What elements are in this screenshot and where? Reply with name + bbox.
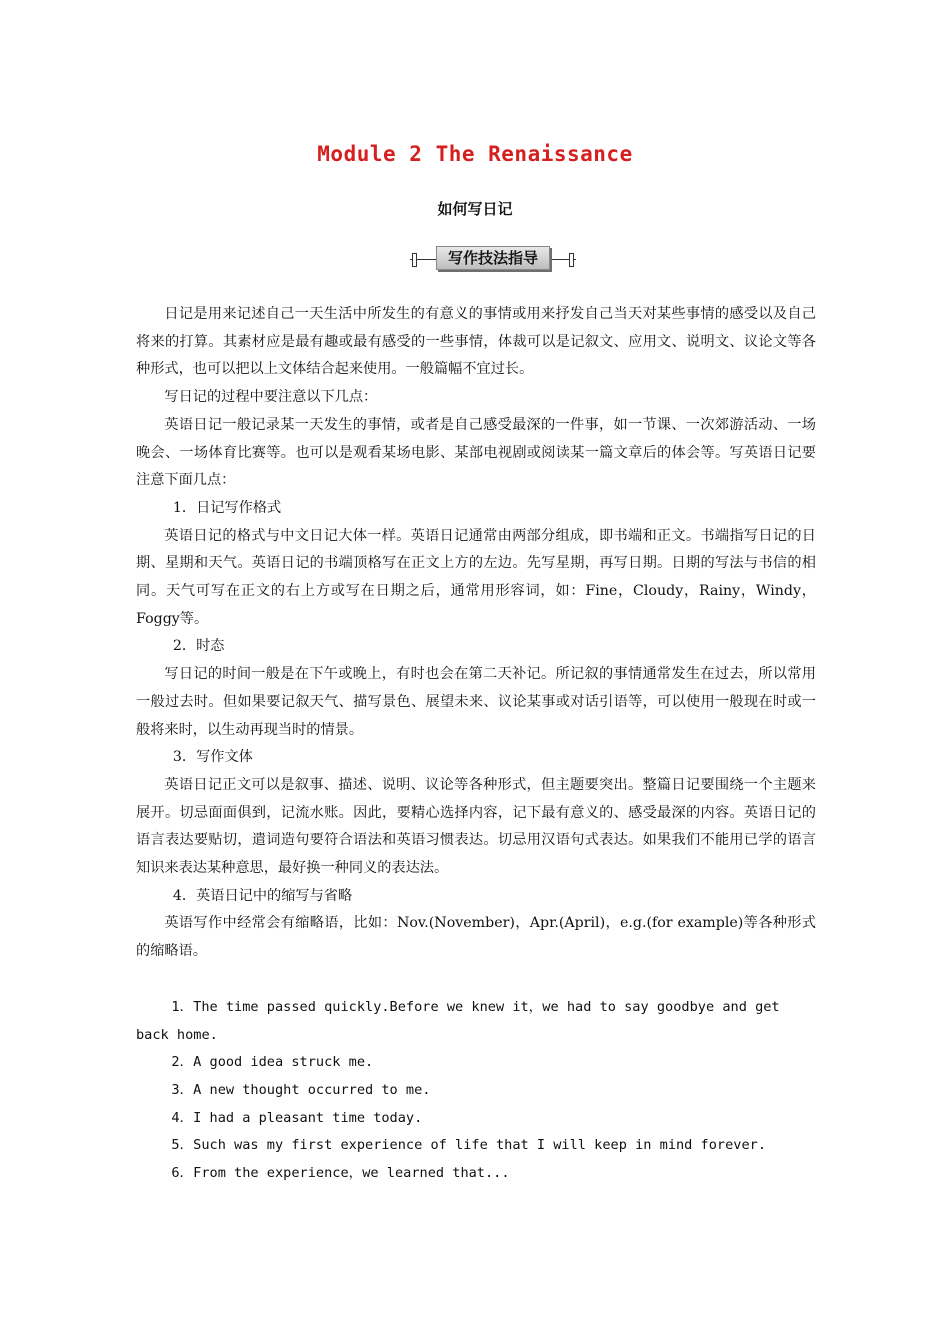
module-title: Module 2 The Renaissance [317,142,633,166]
banner-left-cap [412,253,417,267]
phrase-item: 6．From the experience，we learned that... [171,1165,510,1182]
banner-right-cap [569,253,574,267]
section-gap [136,966,816,994]
section-3-body: 英语日记正文可以是叙事、描述、说明、议论等各种形式，但主题要突出。整篇日记要围绕一个主题来展开。切忌面面俱到，记流水账。因此，要精心选择内容，记下最有意义的、感受最深的内容。英语日记的语言表达要贴切，遣词造句要符合语法和英语习惯表达。切忌用汉语句式表达。如果我们不能用已学的语言知识来表达某种意思，最好换一种同义的表达法。 [136,776,816,877]
article-body [136,301,816,1188]
useful-phrases-list [136,994,816,1188]
section-banner [410,244,576,272]
diary-overview-paragraph: 英语日记一般记录某一天发生的事情，或者是自己感受最深的一件事，如一节课、一次郊游活动、一场晚会、一场体育比赛等。也可以是观看某场电影、某部电视剧或阅读某一篇文章后的体会等。写英语日记要注意下面几点： [136,416,816,489]
lesson-subtitle: 如何写日记 [437,200,513,218]
notes-lead: 写日记的过程中要注意以下几点： [164,389,378,406]
section-1-heading: 1．日记写作格式 [172,499,282,516]
phrase-item: 1．The time passed quickly.Before we knew it，we had to say goodbye and get back home. [136,998,780,1043]
section-4-heading: 4．英语日记中的缩写与省略 [172,887,353,904]
section-2-body: 写日记的时间一般是在下午或晚上，有时也会在第二天补记。所记叙的事情通常发生在过去，所以常用一般过去时。但如果要记叙天气、描写景色、展望未来、议论某事或对话引语等，可以使用一般现在时或一般将来时，以生动再现当时的情景。 [136,666,816,738]
banner-label: 写作技法指导 [436,246,550,270]
intro-paragraph: 日记是用来记述自己一天生活中所发生的有意义的事情或用来抒发自己当天对某些事情的感受以及自己将来的打算。其素材应是最有趣或最有感受的一些事情，体裁可以是记叙文、应用文、说明文、议论文等各种形式，也可以把以上文体结合起来使用。一般篇幅不宜过长。 [136,306,816,378]
phrase-item: 3．A new thought occurred to me. [171,1081,431,1098]
section-3-heading: 3．写作文体 [172,749,253,766]
section-4-body: 英语写作中经常会有缩略语，比如：Nov.(November)，Apr.(April)，e.g.(for example)等各种形式的缩略语。 [136,915,816,960]
phrase-item: 2．A good idea struck me. [171,1054,374,1071]
section-1-body: 英语日记的格式与中文日记大体一样。英语日记通常由两部分组成，即书端和正文。书端指写日记的日期、星期和天气。英语日记的书端顶格写在正文上方的左边。先写星期，再写日期。日期的写法与书信的相同。天气可写在正文的右上方或写在日期之后，通常用形容词，如：Fine，Cloudy，Rainy，Windy，Foggy等。 [136,527,816,627]
section-2-heading: 2．时态 [172,638,225,655]
phrase-item: 4．I had a pleasant time today. [171,1109,423,1126]
phrase-item: 5．Such was my first experience of life that I will keep in mind forever. [171,1137,767,1154]
